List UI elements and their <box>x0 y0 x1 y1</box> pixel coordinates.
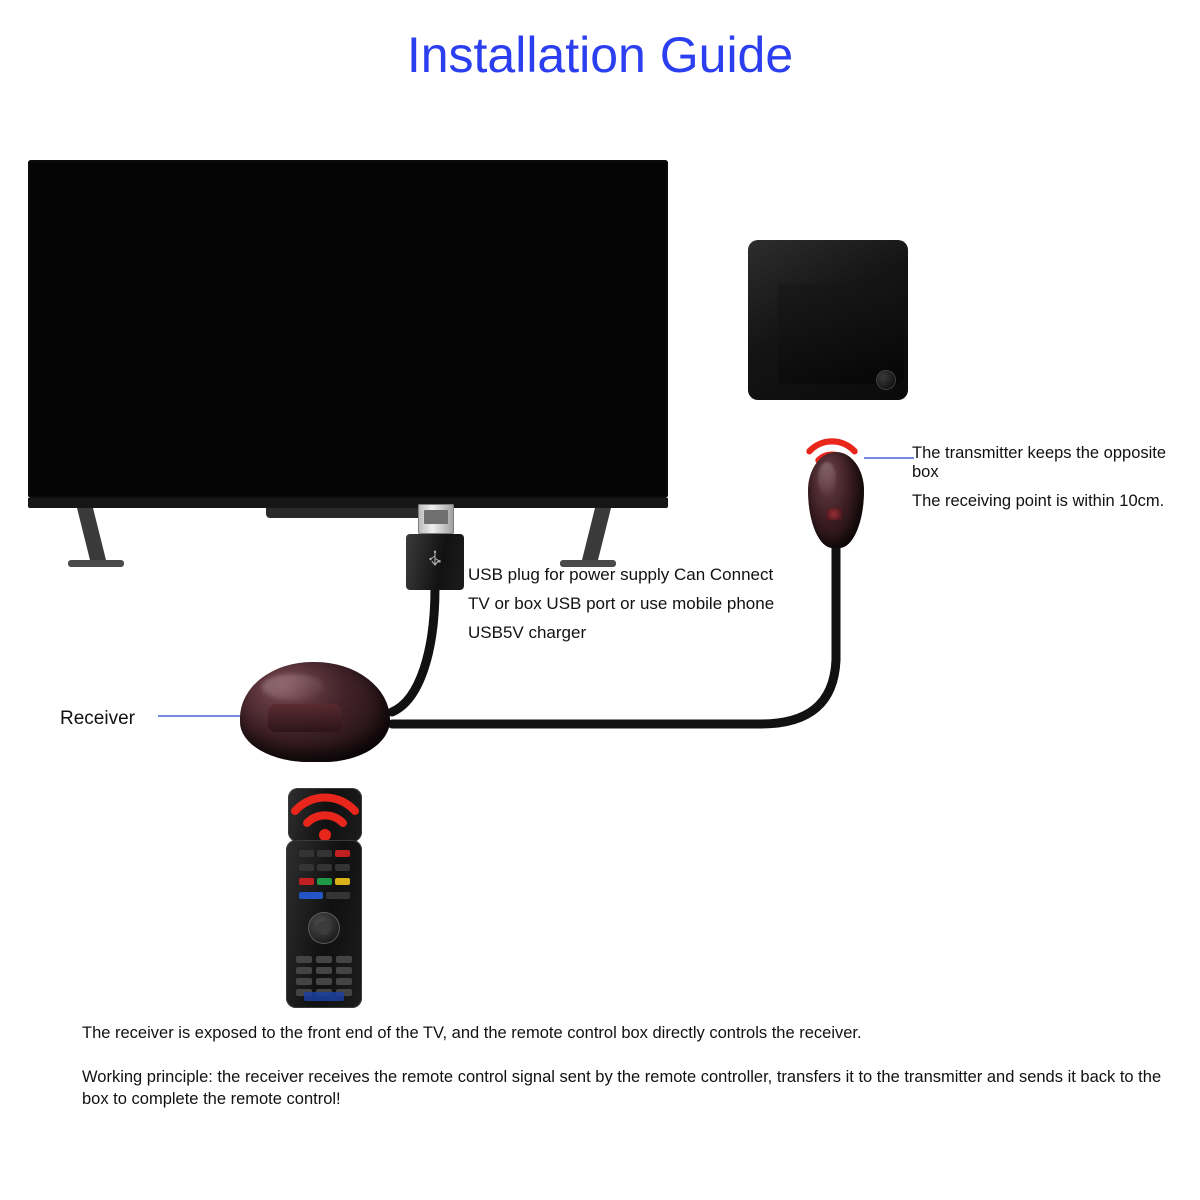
remote-key <box>317 864 332 871</box>
notes-section <box>82 1022 1162 1132</box>
tv-screen <box>28 160 668 498</box>
transmitter-body <box>808 452 864 548</box>
tv-center-stand <box>266 508 426 518</box>
remote-key <box>299 864 314 871</box>
transmitter-callout-line2: The receiving point is within 10cm. <box>912 492 1165 510</box>
usb-connector <box>418 504 454 534</box>
transmitter-callout-line1: The transmitter keeps the opposite box <box>912 444 1167 481</box>
note-2: Working principle: the receiver receives the remote control signal sent by the remote controller, transfers it to the transmitter and sends it back to the box to complete the remote control! <box>82 1068 1162 1108</box>
tv-bezel <box>28 498 668 508</box>
transmitter-device <box>808 452 864 548</box>
remote-key <box>317 850 332 857</box>
transmitter-callout <box>912 444 1182 511</box>
usb-cable <box>392 588 435 712</box>
usb-icon <box>426 550 444 568</box>
receiver-highlight <box>262 674 324 700</box>
remote-row-2 <box>293 864 355 871</box>
remote-numkey <box>336 956 352 963</box>
remote-numkey <box>296 956 312 963</box>
usb-callout: USB plug for power supply Can Connect TV or box USB port or use mobile phone USB5V charger <box>468 565 775 642</box>
tv-device <box>28 160 668 560</box>
remote-key <box>335 864 350 871</box>
tv-leg-left <box>77 508 107 564</box>
remote-key-power <box>335 850 350 857</box>
remote-numkey <box>336 978 352 985</box>
remote-key-green <box>317 878 332 885</box>
receiver-ir-window <box>268 704 342 732</box>
remote-key-red <box>299 878 314 885</box>
remote-dpad <box>308 912 340 944</box>
usb-connector-slot <box>424 510 448 524</box>
receiver-label: Receiver <box>60 708 135 729</box>
transmitter-highlight <box>818 462 836 496</box>
remote-numkey <box>296 967 312 974</box>
remote-numkey <box>316 967 332 974</box>
remote-key-blue <box>299 892 323 899</box>
remote-dpad-center <box>317 921 331 935</box>
remote-key-yellow <box>335 878 350 885</box>
remote-numkey <box>316 956 332 963</box>
receiver-device <box>240 662 390 768</box>
power-button-icon <box>876 370 896 390</box>
remote-row-power <box>293 850 355 857</box>
remote-row-blue <box>293 892 355 899</box>
page-title: Installation Guide <box>406 27 794 83</box>
remote-numpad <box>296 956 352 996</box>
remote-controller <box>286 840 362 1008</box>
remote-row-color <box>293 878 355 885</box>
remote-numkey <box>296 978 312 985</box>
wifi-signal-icon <box>288 788 362 842</box>
transmitter-ir-window <box>826 508 842 520</box>
tv-foot-left <box>68 560 124 567</box>
remote-key <box>326 892 350 899</box>
note-1: The receiver is exposed to the front end of the TV, and the remote control box directly controls the receiver. <box>82 1024 862 1042</box>
remote-key <box>299 850 314 857</box>
remote-brand-logo <box>304 992 344 1001</box>
remote-numkey <box>316 978 332 985</box>
set-top-box-panel <box>778 284 904 384</box>
set-top-box <box>748 240 908 400</box>
usb-plug <box>406 504 464 590</box>
tv-leg-right <box>581 508 611 564</box>
remote-numkey <box>336 967 352 974</box>
